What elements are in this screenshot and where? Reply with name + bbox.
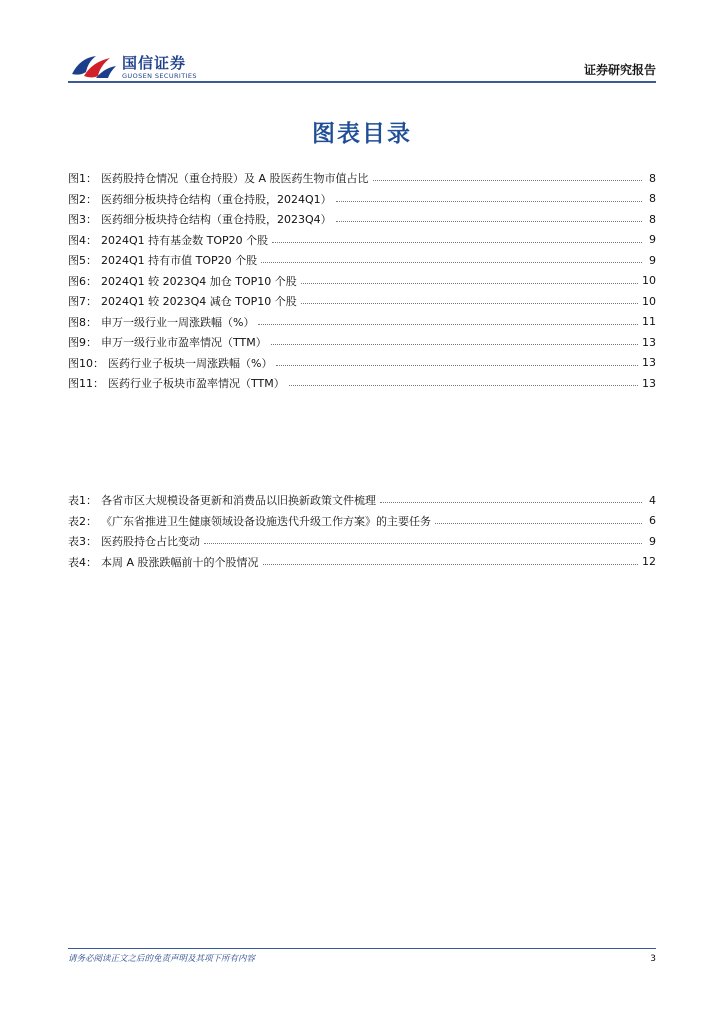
figure-toc-entry[interactable] (68, 250, 656, 271)
toc-dot-leader (276, 364, 638, 366)
toc-entry-title: 申万一级行业一周涨跌幅（%） (101, 315, 255, 329)
toc-entry-page: 9 (649, 253, 656, 267)
toc-dot-leader (263, 563, 638, 565)
figure-toc-entry[interactable] (68, 168, 656, 189)
toc-entry-title: 2024Q1 较 2023Q4 减仓 TOP10 个股 (101, 295, 297, 309)
toc-dot-leader (261, 261, 642, 263)
logo-english-name: GUOSEN SECURITIES (122, 72, 197, 80)
table-list (68, 490, 656, 572)
figure-toc-entry[interactable] (68, 373, 656, 394)
toc-entry-page: 10 (642, 294, 656, 308)
toc-entry-label: 图3： (68, 213, 97, 227)
toc-entry-label: 图9： (68, 336, 97, 350)
toc-entry-label: 图1： (68, 172, 97, 186)
toc-dot-leader (272, 241, 642, 243)
table-toc-entry[interactable] (68, 552, 656, 573)
toc-entry-label: 表2： (68, 514, 97, 528)
toc-entry-page: 12 (642, 555, 656, 569)
toc-entry-page: 13 (642, 335, 656, 349)
guosen-logo-icon (70, 52, 118, 80)
toc-entry-page: 8 (649, 171, 656, 185)
figure-toc-entry[interactable] (68, 312, 656, 333)
toc-entry-title: 申万一级行业市盈率情况（TTM） (101, 336, 267, 350)
header-divider (68, 81, 656, 83)
page-number: 3 (650, 954, 656, 964)
toc-entry-page: 8 (649, 212, 656, 226)
toc-entry-title: 医药行业子板块市盈率情况（TTM） (108, 377, 285, 391)
toc-dot-leader (301, 282, 638, 284)
toc-dot-leader (289, 384, 638, 386)
table-toc-entry[interactable] (68, 490, 656, 511)
toc-entry-label: 图8： (68, 315, 97, 329)
figure-toc-entry[interactable] (68, 271, 656, 292)
toc-entry-label: 表4： (68, 555, 97, 569)
toc-title: 图表目录 (312, 121, 412, 147)
figure-toc-entry[interactable] (68, 230, 656, 251)
toc-entry-title: 医药股持仓情况（重仓持股）及 A 股医药生物市值占比 (101, 172, 369, 186)
toc-entry-page: 9 (649, 534, 656, 548)
toc-entry-page: 13 (642, 376, 656, 390)
toc-entry-title: 本周 A 股涨跌幅前十的个股情况 (101, 555, 259, 569)
toc-entry-page: 10 (642, 274, 656, 288)
toc-entry-label: 表1： (68, 494, 97, 508)
toc-entry-page: 6 (649, 514, 656, 528)
footer-divider (68, 948, 656, 949)
toc-dot-leader (380, 501, 642, 503)
toc-entry-page: 11 (642, 315, 656, 329)
table-toc-entry[interactable] (68, 531, 656, 552)
guosen-logo (70, 50, 202, 82)
figure-toc-entry[interactable] (68, 353, 656, 374)
toc-entry-title: 医药股持仓占比变动 (101, 535, 200, 549)
toc-entry-title: 医药行业子板块一周涨跌幅（%） (108, 356, 273, 370)
toc-dot-leader (258, 323, 638, 325)
toc-entry-label: 图2： (68, 192, 97, 206)
toc-entry-label: 表3： (68, 535, 97, 549)
toc-entry-page: 4 (649, 493, 656, 507)
toc-dot-leader (435, 522, 642, 524)
toc-entry-title: 2024Q1 持有市值 TOP20 个股 (101, 254, 258, 268)
toc-entry-title: 2024Q1 持有基金数 TOP20 个股 (101, 233, 269, 247)
toc-entry-title: 各省市区大规模设备更新和消费品以旧换新政策文件梳理 (101, 494, 376, 508)
figure-toc-entry[interactable] (68, 332, 656, 353)
toc-entry-page: 9 (649, 233, 656, 247)
toc-dot-leader (271, 343, 638, 345)
toc-dot-leader (373, 179, 642, 181)
figure-toc-entry[interactable] (68, 291, 656, 312)
toc-entry-title: 医药细分板块持仓结构（重仓持股，2024Q1） (101, 192, 332, 206)
table-toc-entry[interactable] (68, 511, 656, 532)
toc-entry-title: 医药细分板块持仓结构（重仓持股，2023Q4） (101, 213, 332, 227)
figure-list (68, 168, 656, 394)
toc-dot-leader (301, 302, 638, 304)
logo-chinese-name: 国信证券 (122, 54, 187, 72)
page-header (68, 48, 656, 84)
disclaimer-note: 请务必阅读正文之后的免责声明及其项下所有内容 (68, 954, 256, 964)
toc-entry-label: 图7： (68, 295, 97, 309)
figure-toc-entry[interactable] (68, 209, 656, 230)
toc-entry-label: 图10： (68, 356, 104, 370)
toc-entry-label: 图11： (68, 377, 104, 391)
figure-toc-entry[interactable] (68, 189, 656, 210)
toc-entry-page: 8 (649, 192, 656, 206)
toc-entry-page: 13 (642, 356, 656, 370)
toc-entry-label: 图6： (68, 274, 97, 288)
toc-dot-leader (204, 542, 642, 544)
toc-entry-title: 《广东省推进卫生健康领域设备设施迭代升级工作方案》的主要任务 (101, 514, 431, 528)
toc-entry-title: 2024Q1 较 2023Q4 加仓 TOP10 个股 (101, 274, 297, 288)
toc-dot-leader (336, 220, 642, 222)
toc-entry-label: 图4： (68, 233, 97, 247)
toc-dot-leader (336, 200, 642, 202)
toc-entry-label: 图5： (68, 254, 97, 268)
report-type-label: 证券研究报告 (583, 63, 656, 77)
